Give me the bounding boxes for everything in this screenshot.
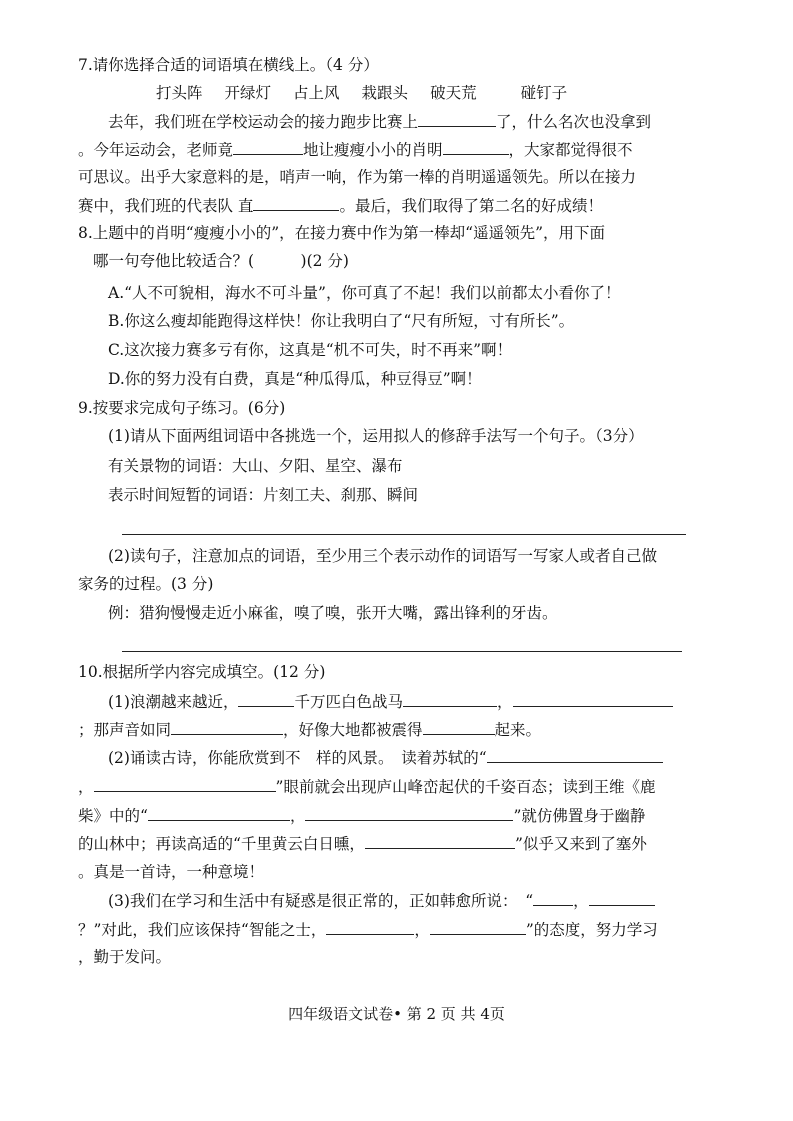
q10-text: (1)浪潮越来越近，	[108, 693, 239, 711]
q10-blank[interactable]	[423, 719, 495, 735]
q9-answer-line-2[interactable]	[122, 651, 682, 652]
q7-blank[interactable]	[233, 139, 303, 155]
q10-text: ”似乎又来到了塞外	[514, 835, 647, 853]
q10-blank[interactable]	[305, 805, 513, 821]
q10-item3-line2	[78, 919, 658, 940]
q10-blank[interactable]	[487, 747, 663, 763]
q7-line-2	[78, 139, 633, 160]
q9-title: 9.按要求完成句子练习。(6分)	[78, 399, 286, 417]
q7-word: 开绿灯	[224, 84, 272, 102]
q10-item2-line1	[108, 747, 663, 768]
q9-example: 例：猎狗慢慢走近小麻雀，嗅了嗅，张开大嘴，露出锋利的牙齿。	[108, 604, 558, 622]
q10-blank[interactable]	[171, 719, 283, 735]
q10-text: ，	[78, 778, 94, 796]
q10-blank[interactable]	[94, 776, 276, 792]
q7-text: 。最后，我们取得了第二名的好成绩！	[339, 197, 603, 215]
q7-text: 赛中，我们班的代表队 直	[78, 197, 254, 215]
q10-item3-line3: ，勤于发问。	[78, 948, 172, 966]
q10-item2-line2	[78, 776, 655, 797]
q7-line-3: 可思议。出乎大家意料的是，哨声一响，作为第一棒的肖明遥遥领先。所以在接力	[78, 168, 637, 186]
q8-option-a[interactable]: A.“人不可貌相，海水不可斗量”，你可真了不起！我们以前都太小看你了！	[108, 284, 621, 302]
q10-text: 的山林中；再读高适的“千里黄云白日曛，	[78, 835, 365, 853]
q7-blank[interactable]	[418, 111, 496, 127]
q9-sub2-prompt-1: (2)读句子，注意加点的词语，至少用三个表示动作的词语写一写家人或者自己做	[108, 547, 657, 565]
q7-line-1	[108, 111, 651, 132]
q7-blank[interactable]	[443, 139, 509, 155]
q10-text: (2)诵读古诗，你能欣赏到不 样的风景。 读着苏轼的“	[108, 749, 487, 767]
q10-blank[interactable]	[403, 691, 497, 707]
q7-line-4	[78, 195, 603, 216]
q10-text: 柴》中的“	[78, 807, 148, 825]
q10-blank[interactable]	[365, 833, 515, 849]
q7-text: 了，什么名次也没拿到	[496, 113, 652, 131]
q10-blank[interactable]	[238, 691, 294, 707]
q10-text: ，	[573, 892, 589, 910]
q10-item1-line2	[78, 719, 541, 740]
q10-blank[interactable]	[326, 919, 414, 935]
q8-title-2: 哪一句夸他比较适合？( )(2 分)	[93, 252, 349, 270]
q10-text: ；那声音如同	[78, 721, 172, 739]
q10-text: ，	[414, 921, 430, 939]
q10-text: 千万匹白色战马	[294, 693, 403, 711]
q10-text: ”就仿佛置身于幽静	[513, 807, 646, 825]
q7-word: 占上风	[293, 84, 340, 102]
q9-sub2-prompt-2: 家务的过程。(3 分)	[78, 575, 214, 593]
page-footer: 四年级语文试卷• 第 2 页 共 4页	[288, 1005, 505, 1023]
q7-text: 去年，我们班在学校运动会的接力跑步比赛上	[108, 113, 419, 131]
q10-blank[interactable]	[589, 890, 655, 906]
q10-text: ”眼前就会出现庐山峰峦起伏的千姿百态；读到王维《鹿	[275, 778, 656, 796]
q10-text: ，	[289, 807, 306, 825]
q10-item2-line3	[78, 805, 645, 826]
q8-option-d[interactable]: D.你的努力没有白费，真是“种瓜得瓜，种豆得豆”啊！	[108, 370, 482, 388]
q7-word-bank	[156, 83, 567, 103]
q10-item3-line1	[108, 890, 655, 911]
q8-option-c[interactable]: C.这次接力赛多亏有你，这真是“机不可失，时不再来”啊！	[108, 341, 513, 359]
q7-title: 7.请你选择合适的词语填在横线上。（4 分）	[78, 56, 379, 74]
q10-item2-line5: 。真是一首诗，一种意境！	[78, 863, 265, 881]
q10-text: ，好像大地都被震得	[283, 721, 423, 739]
q9-answer-line-1[interactable]	[122, 534, 686, 535]
q10-blank[interactable]	[533, 890, 573, 906]
q7-blank[interactable]	[253, 195, 339, 211]
q10-blank[interactable]	[430, 919, 526, 935]
q7-word: 打头阵	[156, 84, 203, 102]
q10-text: (3)我们在学习和生活中有疑惑是很正常的，正如韩愈所说： “	[108, 892, 534, 910]
q10-blank[interactable]	[148, 805, 290, 821]
q7-text: 。今年运动会，老师竟	[78, 141, 234, 159]
q9-time-words: 表示时间短暂的词语：片刻工夫、刹那、瞬间	[108, 486, 419, 504]
q7-word: 栽跟头	[361, 84, 409, 102]
q9-sub1-prompt: (1)请从下面两组词语中各挑选一个，运用拟人的修辞手法写一个句子。（3分）	[108, 427, 644, 445]
q7-word: 破天荒	[430, 84, 477, 102]
q8-title-1: 8.上题中的肖明“瘦瘦小小的”，在接力赛中作为第一棒却“遥遥领先”，用下面	[78, 224, 605, 242]
q7-text: 地让瘦瘦小小的肖明	[303, 141, 443, 159]
q10-text: ，	[496, 693, 513, 711]
q10-text: 起来。	[494, 721, 542, 739]
q9-scenery-words: 有关景物的词语：大山、夕阳、星空、瀑布	[108, 457, 403, 475]
q7-text: ，大家都觉得很不	[508, 141, 633, 159]
q10-title: 10.根据所学内容完成填空。(12 分)	[78, 663, 326, 681]
q7-word: 碰钉子	[520, 84, 568, 102]
q10-item2-line4	[78, 833, 647, 854]
q10-text: ”的态度，努力学习	[525, 921, 658, 939]
q10-item1-line1	[108, 691, 673, 712]
q10-blank[interactable]	[513, 691, 673, 707]
q8-option-b[interactable]: B.你这么瘦却能跑得这样快！你让我明白了“尺有所短，寸有所长”。	[108, 312, 575, 330]
q10-text: ？”对此，我们应该保持“智能之士，	[78, 921, 327, 939]
